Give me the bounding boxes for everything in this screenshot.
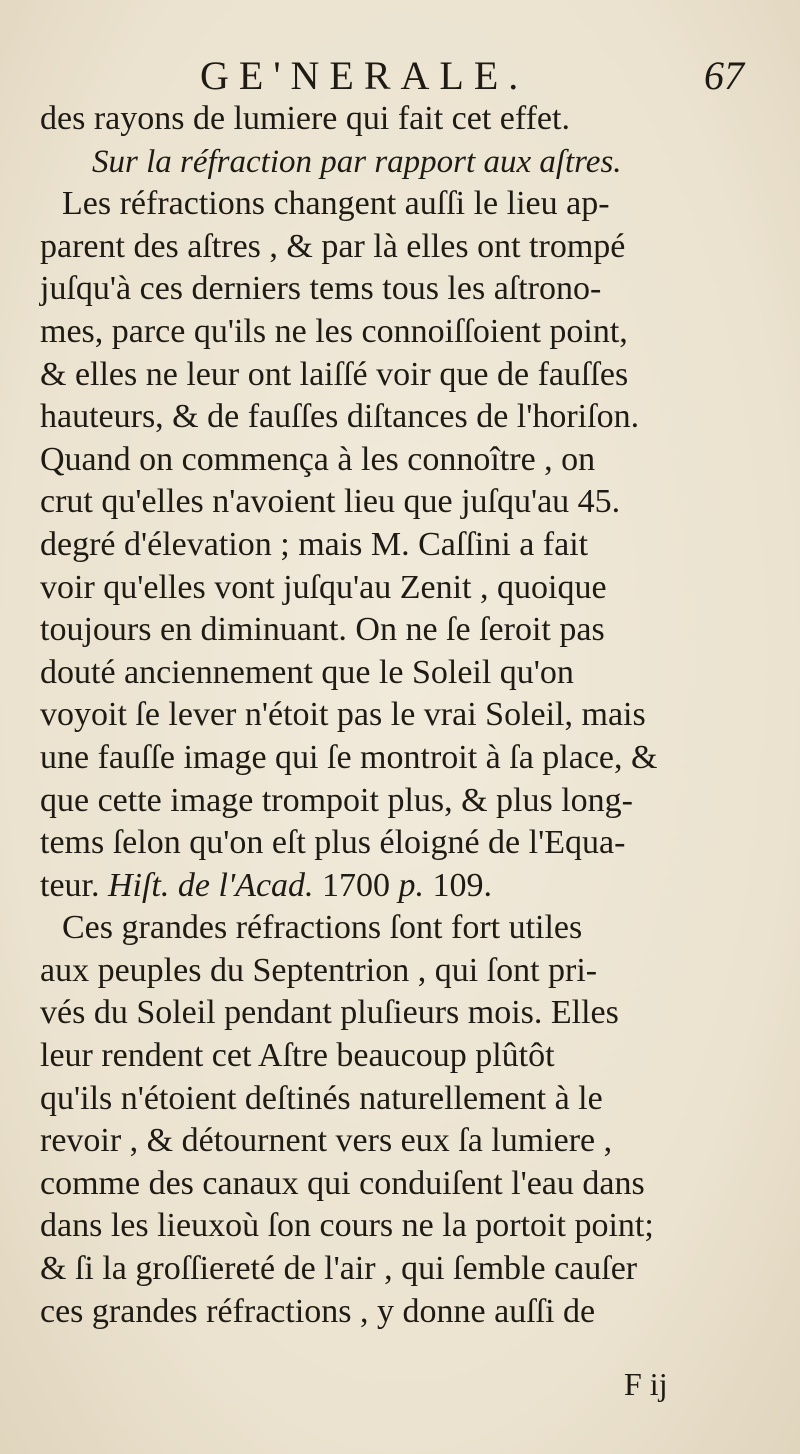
text-line: parent des aſtres , & par là elles ont trompé xyxy=(40,227,626,265)
text-line: voyoit ſe lever n'étoit pas le vrai Soleil, mais xyxy=(40,696,646,734)
text-line: des rayons de lumiere qui fait cet effet. xyxy=(40,100,570,137)
text-line: vés du Soleil pendant pluſieurs mois. Elles xyxy=(40,994,619,1032)
citation-page: 109. xyxy=(432,866,493,904)
text-line: douté anciennement que le Soleil qu'on xyxy=(40,653,574,691)
section-title: Sur la réfraction par rapport aux aſtres. xyxy=(92,143,622,180)
text-line: Ces grandes réfractions ſont fort utiles xyxy=(62,909,583,947)
text-line: comme des canaux qui conduiſent l'eau dans xyxy=(40,1164,645,1202)
citation-line xyxy=(40,865,800,908)
text-line: voir qu'elles vont juſqu'au Zenit , quoique xyxy=(40,568,607,606)
body-text xyxy=(40,98,800,1333)
text-line: degré d'élevation ; mais M. Caſſini a fait xyxy=(40,525,589,563)
text-line: juſqu'à ces derniers tems tous les aſtrono- xyxy=(40,270,602,308)
text-line: revoir , & détournent vers eux ſa lumiere , xyxy=(40,1122,613,1160)
text-line: que cette image trompoit plus, & plus long- xyxy=(40,781,634,819)
text-line: toujours en diminuant. On ne ſe ſeroit pas xyxy=(40,611,605,649)
text-line: Les réfractions changent auſſi le lieu ap- xyxy=(62,185,610,223)
text-line: crut qu'elles n'avoient lieu que juſqu'au 45. xyxy=(40,483,621,521)
running-head: GE'NERALE. xyxy=(200,53,529,98)
text-line: tems ſelon qu'on eſt plus éloigné de l'Equa- xyxy=(40,824,626,862)
text-line: & ſi la groſſiereté de l'air , qui ſemble cauſer xyxy=(40,1250,638,1288)
text-line: leur rendent cet Aſtre beaucoup plûtôt xyxy=(40,1037,555,1075)
text-line: une fauſſe image qui ſe montroit à ſa place, & xyxy=(40,738,658,776)
citation-year: 1700 xyxy=(322,866,391,904)
text-line: hauteurs, & de fauſſes diſtances de l'horiſon. xyxy=(40,398,640,436)
text-line: dans les lieuxoù ſon cours ne la portoit point; xyxy=(40,1207,654,1245)
text-line: qu'ils n'étoient deſtinés naturellement à le xyxy=(40,1079,603,1117)
text-line: aux peuples du Septentrion , qui ſont pri- xyxy=(40,951,598,989)
page-number: 67 xyxy=(704,53,744,98)
citation-page-abbr: p. xyxy=(398,866,425,904)
text-line: ces grandes réfractions , y donne auſſi de xyxy=(40,1292,596,1330)
citation-source: Hiſt. de l'Acad. xyxy=(107,866,314,904)
text-line: mes, parce qu'ils ne les connoiſſoient point, xyxy=(40,312,628,350)
text-line: Quand on commença à les connoître , on xyxy=(40,440,596,478)
text-line: & elles ne leur ont laiſſé voir que de fauſſes xyxy=(40,355,629,393)
signature-mark: F ij xyxy=(624,1366,668,1402)
text-fragment: teur. xyxy=(40,866,100,904)
page-header xyxy=(0,52,800,102)
